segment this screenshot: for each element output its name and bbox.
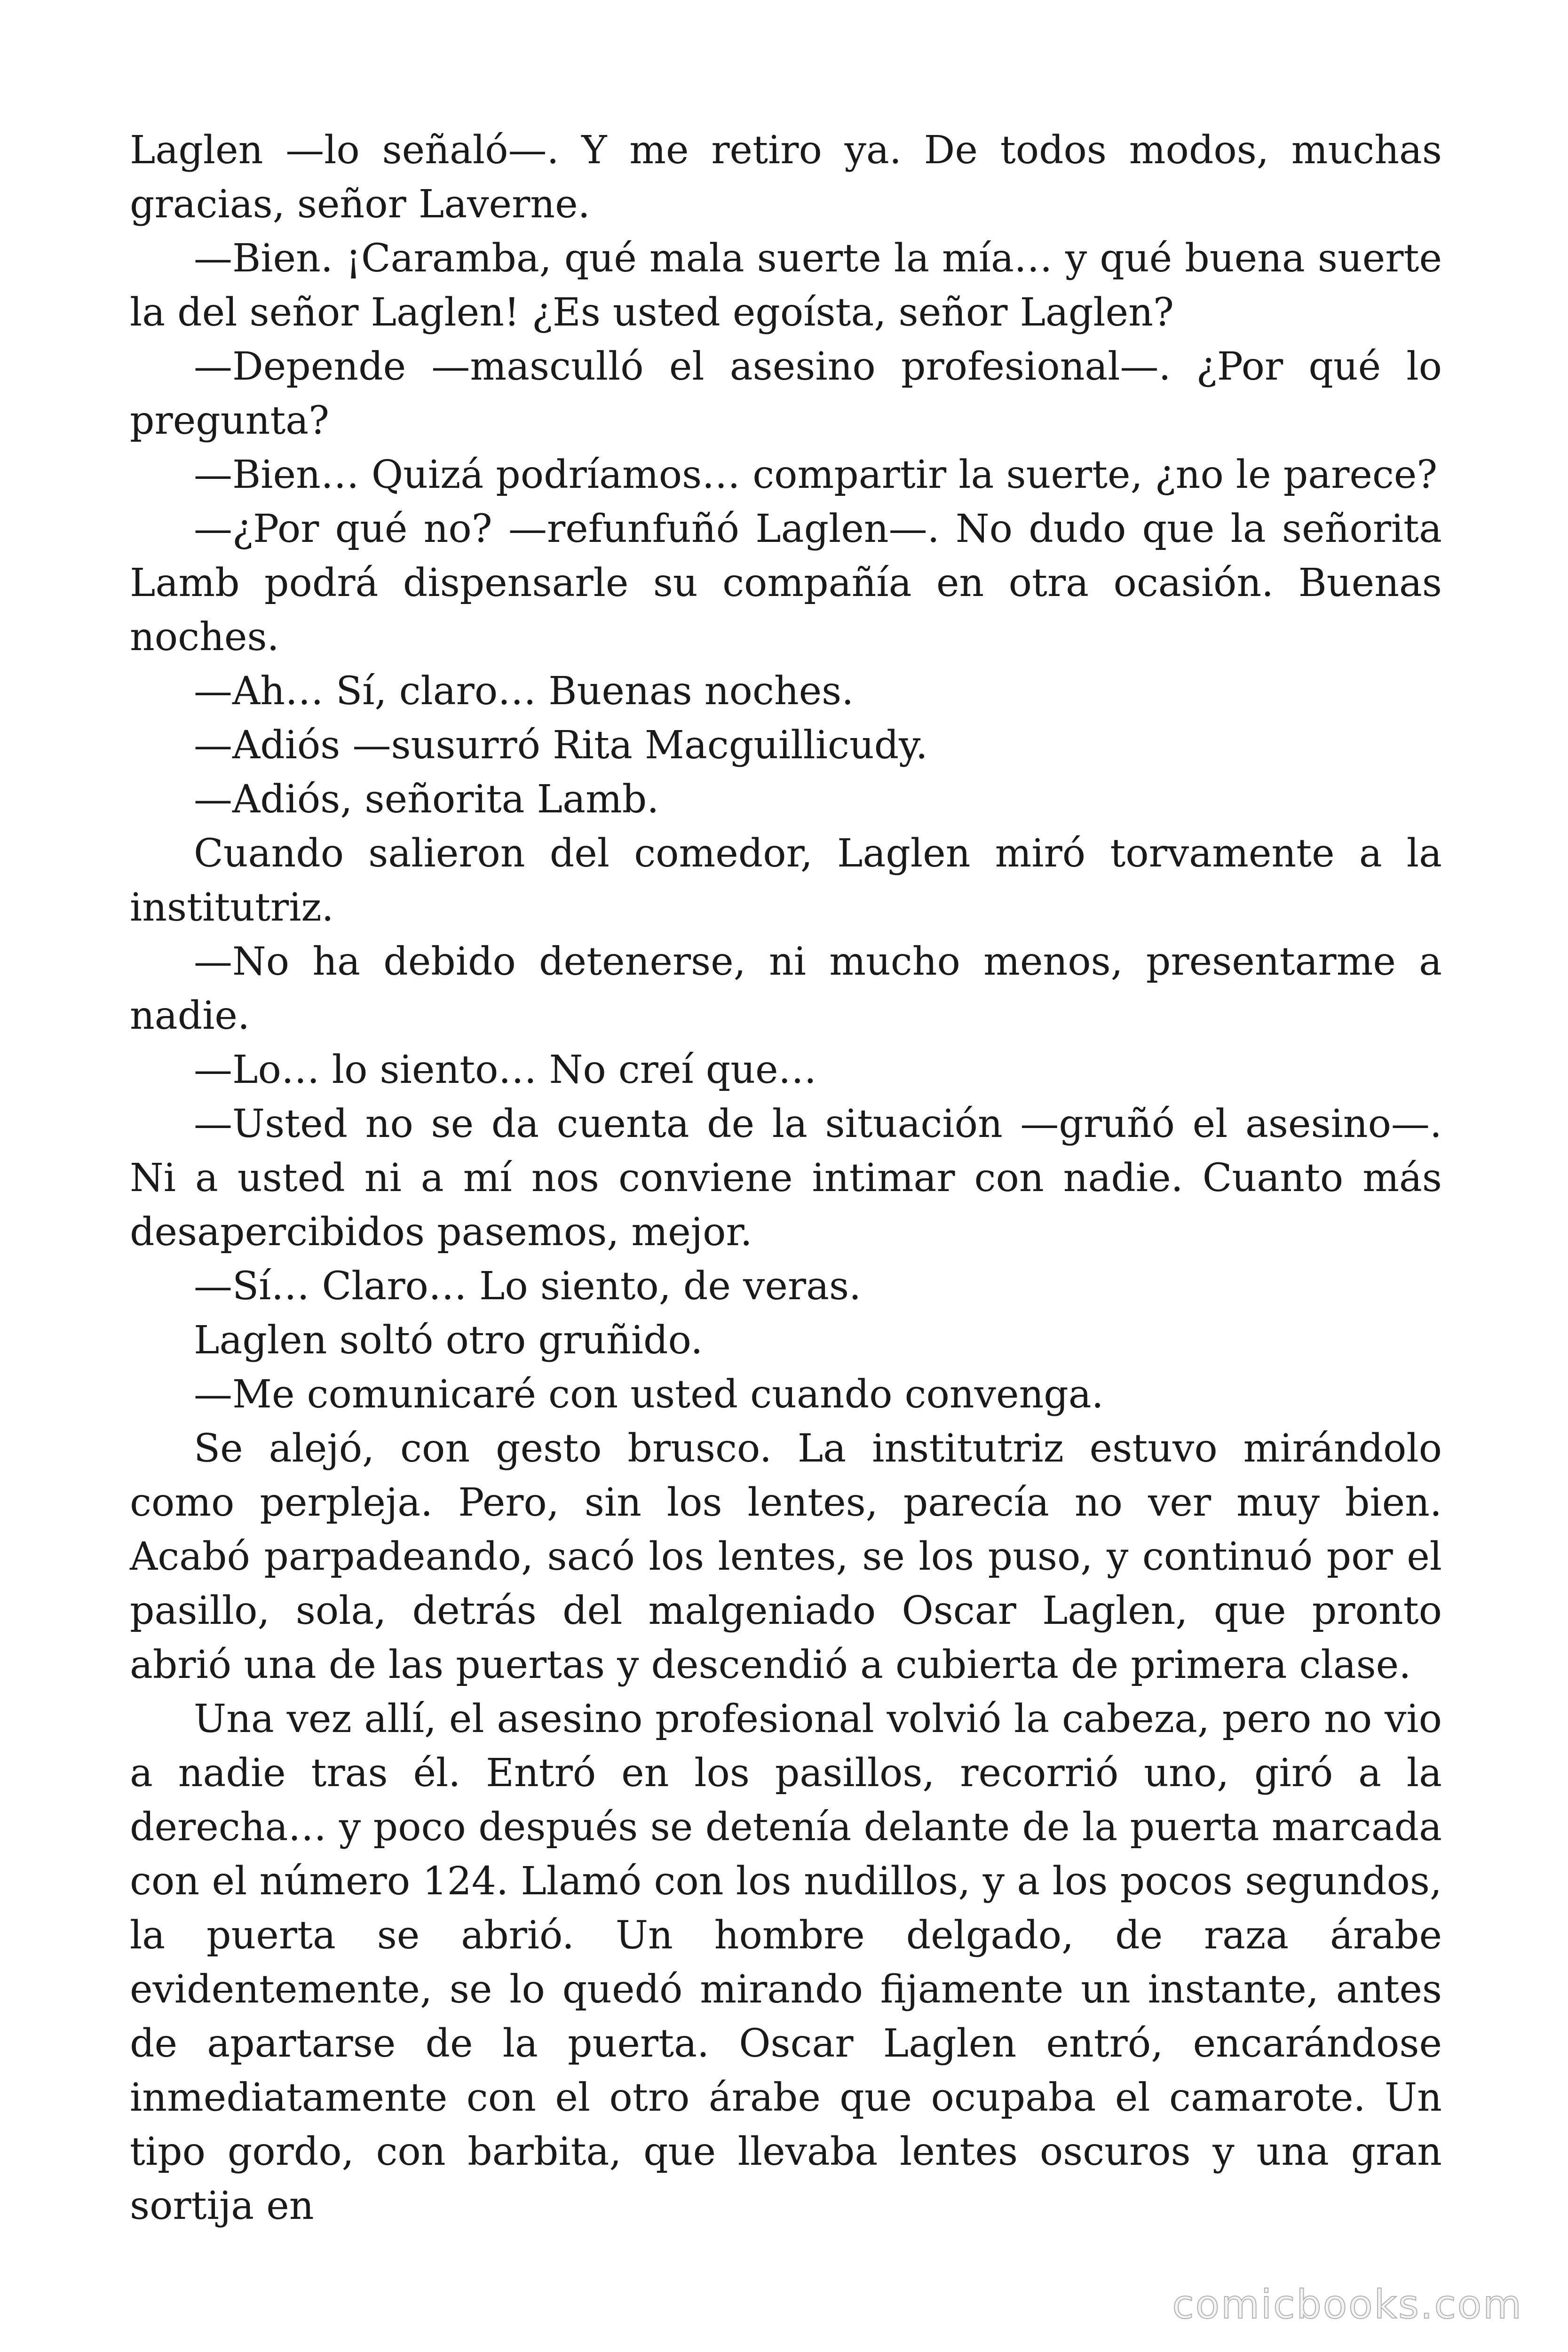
paragraph: —Usted no se da cuenta de la situación —gruñó el asesino—. Ni a usted ni a mí nos conviene intimar con nadie. Cuanto más desapercibidos pasemos, mejor. xyxy=(130,1102,1442,1255)
paragraph: —Ah… Sí, claro… Buenas noches. xyxy=(194,669,854,714)
paragraph: Laglen —lo señaló—. Y me retiro ya. De todos modos, muchas gracias, señor Laverne. xyxy=(130,128,1442,227)
paragraph: —Bien… Quizá podríamos… compartir la suerte, ¿no le parece? xyxy=(194,453,1438,497)
paragraph: Una vez allí, el asesino profesional volvió la cabeza, pero no vio a nadie tras él. Entró en los pasillos, recorrió uno, giró a la derecha… y poco después se detenía delante de la puerta marcada con el número 124. Llamó con los nudillos, y a los pocos segundos, la puerta se abrió. Un hombre delgado, de raza árabe evidentemente, se lo quedó mirando fijamente un instante, antes de apartarse de la puerta. Oscar Laglen entró, encarándose inmediatamente con el otro árabe que ocupaba el camarote. Un tipo gordo, con barbita, que llevaba lentes oscuros y una gran sortija en xyxy=(130,1697,1442,2228)
paragraph: —Lo… lo siento… No creí que… xyxy=(194,1048,817,1092)
paragraph: —Me comunicaré con usted cuando convenga. xyxy=(194,1372,1104,1417)
paragraph: —No ha debido detenerse, ni mucho menos, presentarme a nadie. xyxy=(130,939,1442,1038)
paragraph: —Adiós, señorita Lamb. xyxy=(194,777,659,822)
paragraph: Cuando salieron del comedor, Laglen miró torvamente a la institutriz. xyxy=(130,831,1442,930)
paragraph: —Depende —masculló el asesino profesional—. ¿Por qué lo pregunta? xyxy=(130,344,1442,443)
paragraph: Se alejó, con gesto brusco. La institutriz estuvo mirándolo como perpleja. Pero, sin los lentes, parecía no ver muy bien. Acabó parpadeando, sacó los lentes, se los puso, y continuó por el pasillo, sola, detrás del malgeniado Oscar Laglen, que pronto abrió una de las puertas y descendió a cubierta de primera clase. xyxy=(130,1426,1442,1687)
watermark: comicbooks.com xyxy=(1172,2281,1523,2328)
paragraph: —Sí… Claro… Lo siento, de veras. xyxy=(194,1264,862,1309)
paragraph: —Bien. ¡Caramba, qué mala suerte la mía… y qué buena suerte la del señor Laglen! ¿Es usted egoísta, señor Laglen? xyxy=(130,236,1442,335)
paragraph: —¿Por qué no? —refunfuñó Laglen—. No dudo que la señorita Lamb podrá dispensarle su compañía en otra ocasión. Buenas noches. xyxy=(130,507,1442,660)
paragraph: —Adiós —susurró Rita Macguillicudy. xyxy=(194,723,928,768)
page-text xyxy=(130,123,1442,2233)
paragraph: Laglen soltó otro gruñido. xyxy=(194,1318,703,1363)
